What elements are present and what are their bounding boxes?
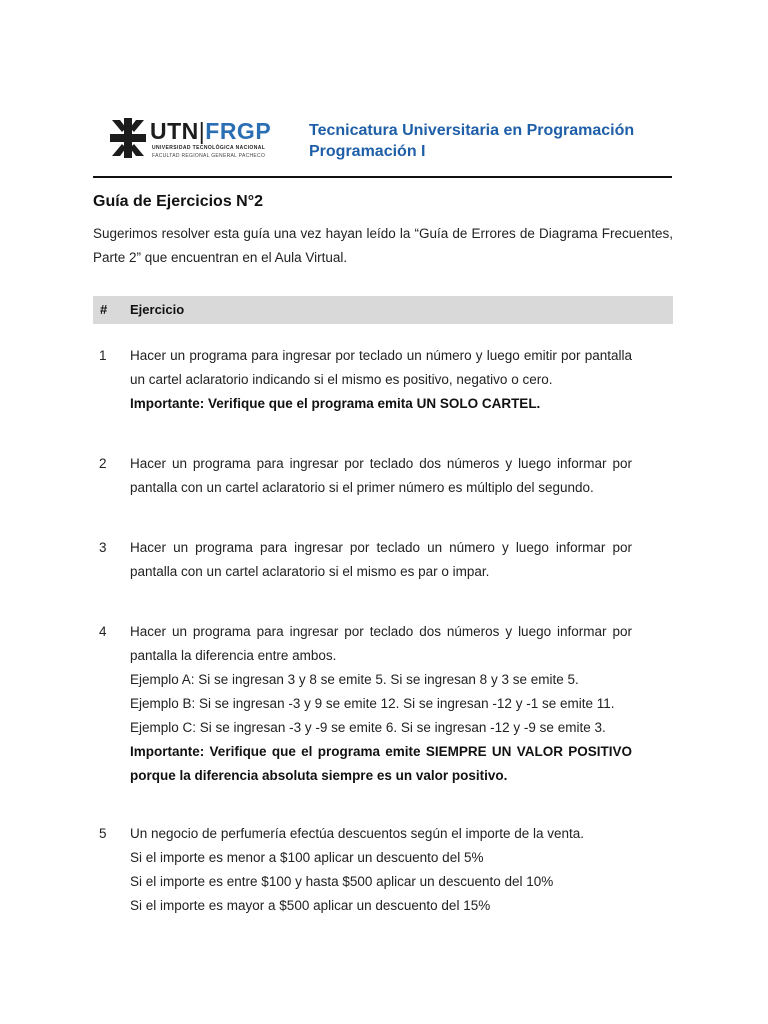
utn-frgp-logo: [110, 116, 280, 164]
exercise-text: [130, 822, 632, 918]
header-divider: [93, 176, 672, 178]
exercise-important-note: Importante: Verifique que el programa emite SIEMPRE UN VALOR POSITIVO porque la diferencia absoluta siempre es un valor positivo.: [130, 744, 632, 783]
intro-paragraph: Sugerimos resolver esta guía una vez hayan leído la “Guía de Errores de Diagrama Frecuentes, Parte 2” que encuentran en el Aula Virtual.: [93, 226, 673, 265]
exercise-line: Si el importe es entre $100 y hasta $500 aplicar un descuento del 10%: [130, 874, 554, 889]
logo-university-name: UNIVERSIDAD TECNOLÓGICA NACIONAL: [152, 145, 266, 151]
exercise-text: [130, 344, 632, 416]
exercise-number: 1: [99, 348, 107, 363]
exercise-number: 5: [99, 826, 107, 841]
exercise-example-c: Ejemplo C: Si se ingresan -3 y -9 se emite 6. Si se ingresan -12 y -9 se emite 3.: [130, 720, 606, 735]
exercise-text: [130, 620, 632, 788]
exercise-example-b: Ejemplo B: Si se ingresan -3 y 9 se emite 12. Si se ingresan -12 y -1 se emite 11.: [130, 696, 615, 711]
exercise-text: [130, 452, 632, 500]
course-title: [309, 120, 634, 162]
logo-wordmark: UTN|FRGP: [150, 118, 272, 144]
exercise-line: Si el importe es menor a $100 aplicar un descuento del 5%: [130, 850, 484, 865]
column-header-number: #: [100, 302, 108, 317]
course-subject: Programación I: [309, 143, 426, 160]
document-header: [110, 112, 672, 176]
exercise-example-a: Ejemplo A: Si se ingresan 3 y 8 se emite 5. Si se ingresan 8 y 3 se emite 5.: [130, 672, 579, 687]
page-title: Guía de Ejercicios N°2: [93, 193, 264, 210]
exercise-number: 3: [99, 540, 107, 555]
utn-emblem-icon: [110, 118, 146, 158]
exercise-number: 2: [99, 456, 107, 471]
exercise-text: [130, 536, 632, 584]
exercise-statement: Un negocio de perfumería efectúa descuentos según el importe de la venta.: [130, 826, 585, 841]
exercise-line: Si el importe es mayor a $500 aplicar un descuento del 15%: [130, 898, 491, 913]
exercise-statement: Hacer un programa para ingresar por teclado dos números y luego informar por pantalla con un cartel aclaratorio si el primer número es múltiplo del segundo.: [130, 456, 632, 495]
exercise-statement: Hacer un programa para ingresar por teclado dos números y luego informar por pantalla la diferencia entre ambos.: [130, 624, 632, 663]
column-header-exercise: Ejercicio: [130, 302, 185, 317]
logo-faculty-name: FACULTAD REGIONAL GENERAL PACHECO: [152, 153, 266, 159]
table-header: [93, 296, 673, 324]
exercise-statement: Hacer un programa para ingresar por teclado un número y luego emitir por pantalla un cartel aclaratorio indicando si el mismo es positivo, negativo o cero.: [130, 348, 632, 387]
exercise-important-note: Importante: Verifique que el programa emita UN SOLO CARTEL.: [130, 396, 541, 411]
course-program: Tecnicatura Universitaria en Programación: [309, 122, 635, 139]
exercise-statement: Hacer un programa para ingresar por teclado un número y luego informar por pantalla con un cartel aclaratorio si el mismo es par o impar.: [130, 540, 632, 579]
exercise-number: 4: [99, 624, 107, 639]
